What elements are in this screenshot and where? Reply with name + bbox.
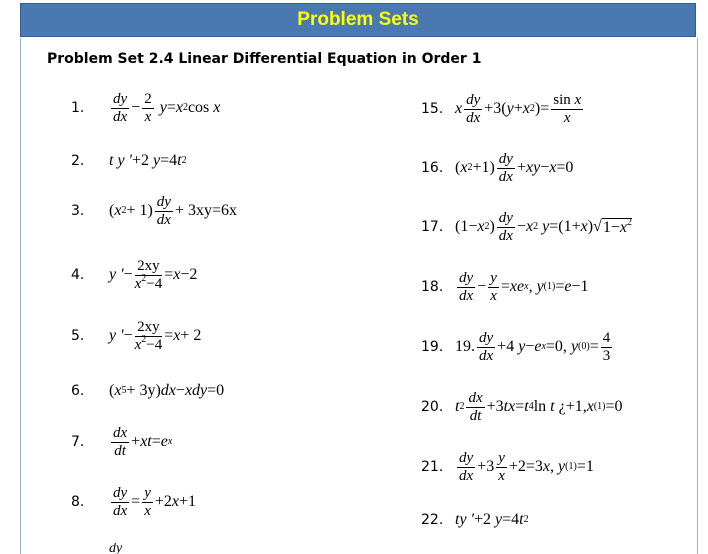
equation: ( x 5 + 3y ) dx − xdy =0 [109, 382, 225, 399]
equation: t 2 $\frac{dx}{dt}$ +3 tx = t 4 ln t ¿ +1, x (1) =0 [455, 389, 623, 424]
problem-21 [421, 449, 594, 484]
equation: x $\frac{dy}{dx}$ +3( y + x 2 )= $\frac{\text{sin x}}{x}$ [455, 91, 582, 126]
equation: y ' − $\frac{2xy}{x^2-4}$ = x + 2 [109, 318, 202, 353]
problem-number: 18. [421, 279, 444, 295]
problem-number: 22. [421, 512, 444, 528]
equation: y ' − $\frac{2xy}{x^2-4}$ = x −2 [109, 257, 198, 292]
problem-1 [71, 90, 221, 125]
problem-3 [71, 193, 238, 228]
equation: $\frac{dx}{dt}$ + xt = e x [113, 424, 173, 459]
problem-4 [71, 257, 198, 292]
problem-number: 2. [71, 153, 85, 169]
equation: 19. $\frac{dy}{dx}$ +4 y − e x =0, y (0) = $\frac{4}{3}$ [455, 329, 611, 364]
equation: $\frac{dy}{dx}$ +3 $\frac{y}{x}$ +2=3 x , y (1) =1 [459, 449, 594, 484]
problem-number: 1. [71, 100, 85, 116]
problem-number: 7. [71, 434, 85, 450]
problem-number: 16. [421, 160, 444, 176]
problem-15 [421, 91, 585, 126]
problem-7 [71, 424, 173, 459]
next-row-cutoff [0, 543, 708, 554]
problem-number: 20. [421, 399, 444, 415]
equation: ty ' +2 y =4 t 2 [455, 511, 529, 528]
equation: $\frac{dy}{dx}$ − $\frac{y}{x}$ = xe x , y (1) = e −1 [459, 269, 589, 304]
problem-20 [421, 389, 623, 424]
problem-number: 6. [71, 383, 85, 399]
problem-18 [421, 269, 589, 304]
problem-number: 17. [421, 219, 444, 235]
equation: ( x 2 + 1) $\frac{dy}{dx}$ + 3xy=6x [109, 193, 238, 228]
problem-number: 8. [71, 494, 85, 510]
problem-19 [421, 329, 614, 364]
problem-6 [71, 376, 224, 406]
problem-number: 19. [421, 339, 444, 355]
equation: t y ' +2 y =4 t 2 [109, 152, 187, 169]
problem-5 [71, 318, 202, 353]
cut-equation-left: dy [109, 543, 123, 554]
equation: $\frac{dy}{dx}$ − $\frac{2}{x}$ y = x 2 cos x [113, 90, 221, 125]
problem-set-title: Problem Set 2.4 Linear Differential Equation in Order 1 [47, 51, 482, 67]
problem-number: 4. [71, 267, 85, 283]
problem-8 [71, 484, 197, 519]
problem-number: 21. [421, 459, 444, 475]
header-banner [20, 3, 696, 37]
problem-17 [421, 209, 632, 244]
equation: ( x 2 +1) $\frac{dy}{dx}$ + xy − x =0 [455, 150, 574, 185]
problem-16 [421, 150, 574, 185]
header-title: Problem Sets [297, 9, 419, 30]
problem-number: 3. [71, 203, 85, 219]
problem-2 [71, 146, 187, 176]
equation: (1− x 2 ) $\frac{dy}{dx}$ − x 2 y =(1+ x )√ $1-x^2$ [455, 209, 632, 244]
problem-number: 15. [421, 101, 444, 117]
problem-number: 5. [71, 328, 85, 344]
equation: $\frac{dy}{dx}$ = $\frac{y}{x}$ +2 x +1 [113, 484, 197, 519]
problem-22 [421, 505, 529, 535]
